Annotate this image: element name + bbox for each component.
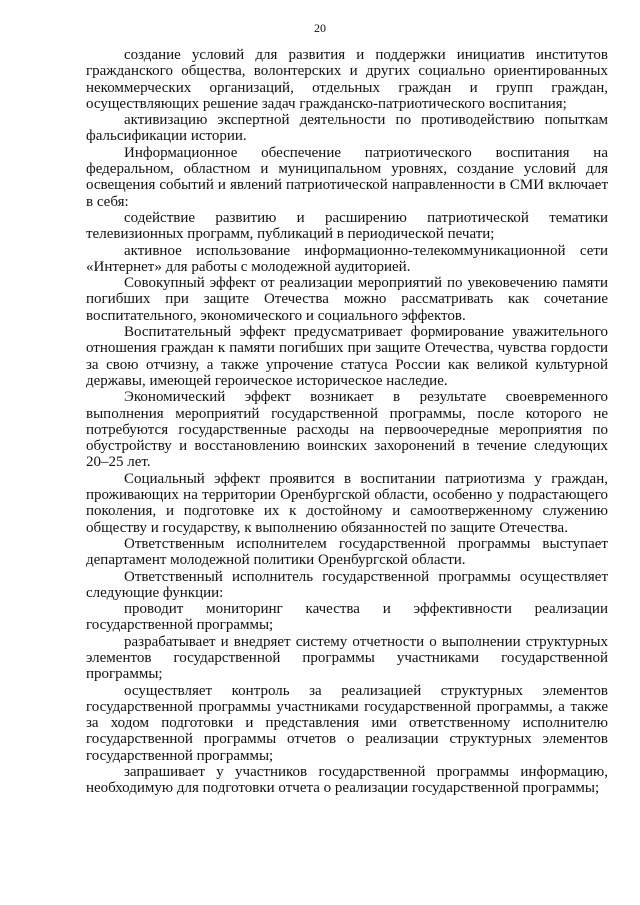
paragraph: Ответственным исполнителем государственной программы выступает департамент молодежной политики Оренбургской области. (86, 535, 608, 569)
paragraph: активное использование информационно-телекоммуникационной сети «Интернет» для работы с молодежной аудиторией. (86, 242, 608, 275)
paragraph: проводит мониторинг качества и эффективности реализации государственной программы; (86, 601, 608, 634)
paragraph: запрашивает у участников государственной программы информацию, необходимую для подготовки отчета о реализации государственной программы; (86, 764, 608, 797)
paragraph: создание условий для развития и поддержки инициатив институтов гражданского общества, волонтерских и других социально ориентированных некоммерческих организаций, отдельных граждан и групп граждан, осуществляющих решение задач гражданско-патриотического воспитания; (86, 47, 608, 112)
paragraph: Воспитательный эффект предусматривает формирование уважительного отношения граждан к памяти погибших при защите Отечества, чувства гордости за свою отчизну, а также упрочение статуса России как великой культурной державы, имеющей героическое историческое наследие. (86, 324, 608, 389)
paragraph: Совокупный эффект от реализации мероприятий по увековечению памяти погибших при защите Отечества можно рассматривать как сочетание воспитательного, экономического и социального эффектов. (86, 275, 608, 324)
paragraph: разрабатывает и внедряет систему отчетности о выполнении структурных элементов государственной программы участниками государственной программы; (86, 633, 608, 683)
page-number: 20 (314, 21, 326, 35)
paragraph: Социальный эффект проявится в воспитании патриотизма у граждан, проживающих на территории Оренбургской области, особенно у подрастающего поколения, и подготовке их к достойному и самоотверженному служению обществу и государству, к выполнению обязанностей по защите Отечества. (86, 470, 608, 536)
paragraph: содействие развитию и расширению патриотической тематики телевизионных программ, публикаций в периодической печати; (86, 209, 608, 243)
body-text (86, 47, 608, 797)
paragraph: Экономический эффект возникает в результате своевременного выполнения мероприятий государственной программы, после которого не потребуются государственные расходы на первоочередные мероприятия по обустройству и восстановлению воинских захоронений в течение следующих 20–25 лет. (86, 389, 608, 471)
paragraph: Ответственный исполнитель государственной программы осуществляет следующие функции: (86, 568, 608, 601)
paragraph: активизацию экспертной деятельности по противодействию попыткам фальсификации истории. (86, 112, 608, 145)
paragraph: осуществляет контроль за реализацией структурных элементов государственной программы участниками государственной программы, а также за ходом подготовки и представления ими ответственному исполнителю государственной программы отчетов о реализации структурных элементов государственной программы; (86, 682, 608, 764)
paragraph: Информационное обеспечение патриотического воспитания на федеральном, областном и муниципальном уровнях, создание условий для освещения событий и явлений патриотической направленности в СМИ включает в себя: (86, 144, 608, 210)
